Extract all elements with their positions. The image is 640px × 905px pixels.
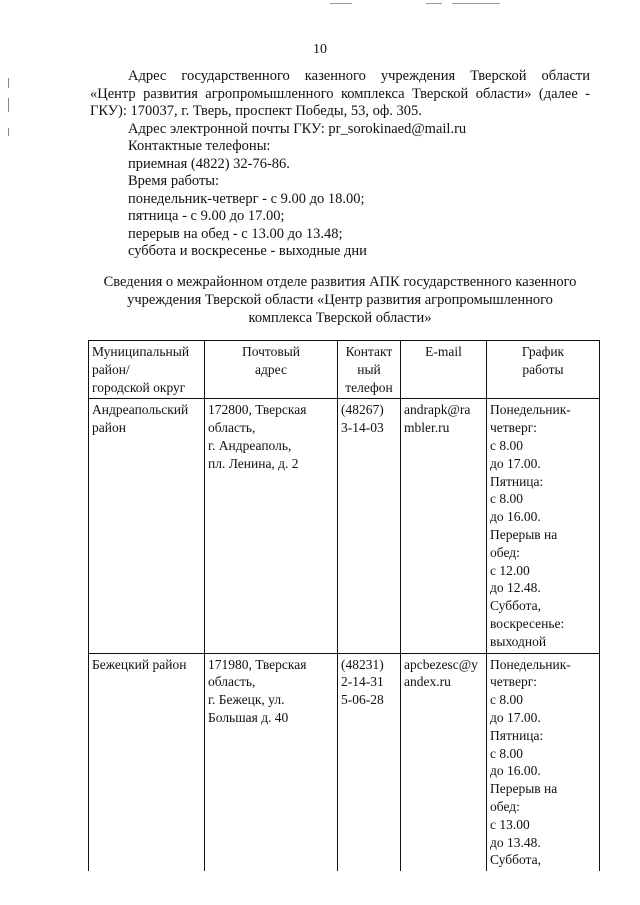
cell-line: (48231) xyxy=(341,656,384,672)
cell-schedule xyxy=(487,653,600,871)
cell-line: (48267) xyxy=(341,402,384,418)
cell-line: 2-14-31 xyxy=(341,674,384,690)
table-header-row xyxy=(89,341,600,399)
cell-line: с 8.00 xyxy=(490,745,523,761)
cell-line: Пятница: xyxy=(490,473,544,489)
header-email xyxy=(401,341,487,399)
cell-line: работы xyxy=(522,361,564,377)
cell-line: выходной xyxy=(490,633,547,649)
cell-line: andrapk@ra xyxy=(404,402,471,418)
cell-line: andex.ru xyxy=(404,674,451,690)
page-number: 10 xyxy=(313,42,327,57)
cell-line: с 8.00 xyxy=(490,437,523,453)
cell-district xyxy=(89,399,205,653)
cell-line: с 8.00 xyxy=(490,491,523,507)
cell-line: Перерыв на xyxy=(490,781,558,797)
cell-line: mbler.ru xyxy=(404,420,450,436)
cell-line: Понедельник- xyxy=(490,402,571,418)
section-title-line-2: учреждения Тверской области «Центр развития агропромышленного xyxy=(127,292,553,308)
cell-line: г. Андреаполь, xyxy=(208,437,292,453)
hours-label: Время работы: xyxy=(128,173,220,189)
intro-line-1: Адрес государственного казенного учреждения Тверской области xyxy=(128,68,590,84)
cell-line: График xyxy=(521,344,565,359)
scan-artifact xyxy=(8,128,9,136)
cell-line: 171980, Тверская xyxy=(208,656,307,672)
cell-line: apcbezesc@y xyxy=(404,656,478,672)
cell-email xyxy=(401,399,487,653)
cell-address xyxy=(205,653,338,871)
intro-line-2: «Центр развития агропромышленного комплекса Тверской области» (далее - xyxy=(90,86,590,102)
cell-line: четверг: xyxy=(490,674,538,690)
cell-line: г. Бежецк, ул. xyxy=(208,692,285,708)
scan-artifact xyxy=(8,78,9,88)
cell-line: до 16.00. xyxy=(490,763,541,779)
cell-line: Большая д. 40 xyxy=(208,709,289,725)
cell-line: телефон xyxy=(345,379,393,395)
cell-line: район xyxy=(92,420,126,436)
cell-line: Перерыв на xyxy=(490,526,558,542)
header-district xyxy=(89,341,205,399)
cell-line: Почтовый xyxy=(241,344,301,359)
cell-phone xyxy=(338,399,401,653)
cell-line: Понедельник- xyxy=(490,656,571,672)
cell-line: Бежецкий район xyxy=(92,656,187,672)
cell-line: Пятница: xyxy=(490,727,544,743)
cell-phone xyxy=(338,653,401,871)
cell-line: E-mail xyxy=(425,344,462,359)
cell-line: Андреапольский xyxy=(92,402,189,418)
hours-lunch: перерыв на обед - с 13.00 до 13.48; xyxy=(128,226,343,242)
cell-line: адрес xyxy=(255,361,287,377)
cell-line: до 17.00. xyxy=(490,709,541,725)
header-address xyxy=(205,341,338,399)
cell-line: ный xyxy=(357,361,381,377)
cell-line: до 12.48. xyxy=(490,580,541,596)
hours-weekend: суббота и воскресенье - выходные дни xyxy=(128,243,367,259)
cell-line: обед: xyxy=(490,544,520,560)
cell-line: городской округ xyxy=(92,379,186,395)
cell-line: с 12.00 xyxy=(490,562,530,578)
cell-line: Контакт xyxy=(345,344,393,359)
cell-line: пл. Ленина, д. 2 xyxy=(208,455,299,471)
cell-address xyxy=(205,399,338,653)
header-phone xyxy=(338,341,401,399)
departments-table xyxy=(88,340,600,871)
email-line: Адрес электронной почты ГКУ: pr_sorokinaed@mail.ru xyxy=(128,121,467,137)
section-title-line-3: комплекса Тверской области» xyxy=(248,310,432,326)
cell-line: область, xyxy=(208,674,256,690)
cell-line: обед: xyxy=(490,798,520,814)
cell-line: область, xyxy=(208,420,256,436)
cell-line: четверг: xyxy=(490,420,538,436)
section-title-line-1: Сведения о межрайонном отделе развития АПК государственного казенного xyxy=(103,274,577,290)
cell-line: Суббота, xyxy=(490,598,541,614)
cell-line: до 13.48. xyxy=(490,834,541,850)
cell-line: 172800, Тверская xyxy=(208,402,307,418)
intro-line-3: ГКУ): 170037, г. Тверь, проспект Победы, 53, оф. 305. xyxy=(90,103,422,119)
table-row xyxy=(89,399,600,653)
cell-district xyxy=(89,653,205,871)
phones-label: Контактные телефоны: xyxy=(128,138,271,154)
hours-mon-thu: понедельник-четверг - с 9.00 до 18.00; xyxy=(128,191,365,207)
cell-schedule xyxy=(487,399,600,653)
scan-artifact xyxy=(426,3,442,4)
cell-line: с 8.00 xyxy=(490,692,523,708)
cell-line: до 16.00. xyxy=(490,509,541,525)
scan-artifact xyxy=(452,3,500,4)
cell-line: до 17.00. xyxy=(490,455,541,471)
scan-artifact xyxy=(330,3,352,4)
cell-line: Суббота, xyxy=(490,852,541,868)
cell-line: Муниципальный xyxy=(92,344,190,359)
cell-line: с 13.00 xyxy=(490,816,530,832)
table-row xyxy=(89,653,600,871)
scan-artifact xyxy=(8,98,9,112)
cell-line: 5-06-28 xyxy=(341,692,384,708)
cell-line: 3-14-03 xyxy=(341,420,384,436)
phone-line: приемная (4822) 32-76-86. xyxy=(128,156,290,172)
cell-line: район/ xyxy=(92,361,130,377)
cell-line: воскресенье: xyxy=(490,615,565,631)
hours-fri: пятница - с 9.00 до 17.00; xyxy=(128,208,285,224)
cell-email xyxy=(401,653,487,871)
header-schedule xyxy=(487,341,600,399)
